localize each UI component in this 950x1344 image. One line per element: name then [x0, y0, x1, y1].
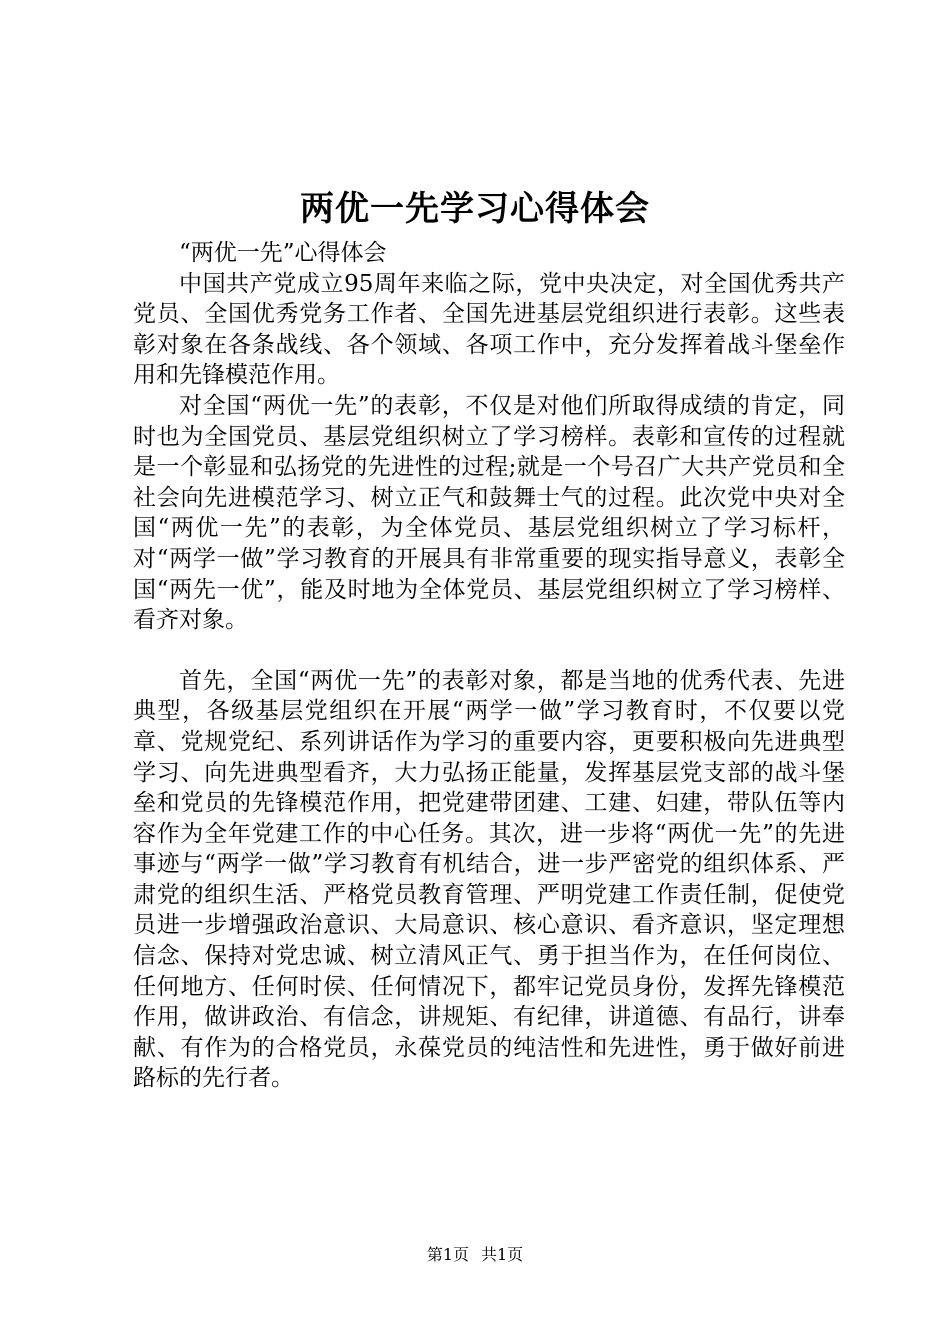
page-footer	[0, 1244, 950, 1266]
document-title: 两优一先学习心得体会	[300, 189, 650, 229]
paragraph-3: 首先，全国“两优一先”的表彰对象，都是当地的优秀代表、先进典型，各级基层党组织在开展“两学一做”学习教育时，不仅要以党章、党规党纪、系列讲话作为学习的重要内容，更要积极向先进典型学习、向先进典型看齐，大力弘扬正能量，发挥基层党支部的战斗堡垒和党员的先锋模范作用，把党建带团建、工建、妇建，带队伍等内容作为全年党建工作的中心任务。其次，进一步将“两优一先”的先进事迹与“两学一做”学习教育有机结合，进一步严密党的组织体系、严肃党的组织生活、严格党员教育管理、严明党建工作责任制，促使党员进一步增强政治意识、大局意识、核心意识、看齐意识，坚定理想信念、保持对党忠诚、树立清风正气、勇于担当作为，在任何岗位、任何地方、任何时侯、任何情况下，都牢记党员身份，发挥先锋模范作用，做讲政治、有信念，讲规矩、有纪律，讲道德、有品行，讲奉献、有作为的合格党员，永葆党员的纯洁性和先进性，勇于做好前进路标的先行者。	[133, 667, 845, 1092]
page-total: 共1页	[481, 1245, 524, 1264]
document-subtitle: “两优一先”心得体会	[179, 240, 387, 266]
page-number: 第1页	[426, 1245, 469, 1264]
document-body	[133, 238, 845, 1094]
paragraph-spacer	[133, 636, 845, 666]
paragraph-1: 中国共产党成立95周年来临之际，党中央决定，对全国优秀共产党员、全国优秀党务工作者、全国先进基层党组织进行表彰。这些表彰对象在各条战线、各个领域、各项工作中，充分发挥着战斗堡垒作用和先锋模范作用。	[133, 270, 845, 389]
paragraph-2: 对全国“两优一先”的表彰，不仅是对他们所取得成绩的肯定，同时也为全国党员、基层党组织树立了学习榜样。表彰和宣传的过程就是一个彰显和弘扬党的先进性的过程;就是一个号召广大共产党员和全社会向先进模范学习、树立正气和鼓舞士气的过程。此次党中央对全国“两优一先”的表彰，为全体党员、基层党组织树立了学习标杆，对“两学一做”学习教育的开展具有非常重要的现实指导意义，表彰全国“两先一优”，能及时地为全体党员、基层党组织树立了学习榜样、看齐对象。	[133, 392, 845, 634]
